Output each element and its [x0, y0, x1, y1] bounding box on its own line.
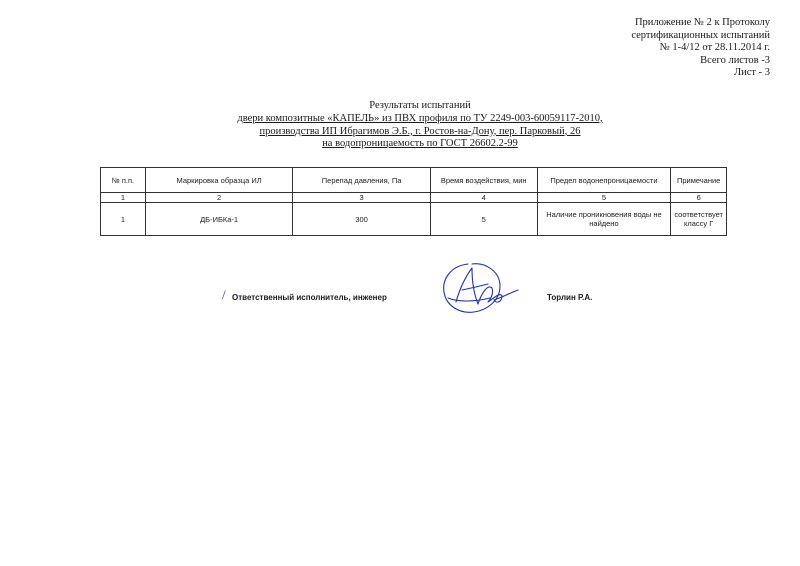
table-index-row	[101, 193, 727, 203]
ink-slash-mark: /	[222, 287, 226, 302]
table-header-cell: № п.п.	[101, 168, 146, 193]
appendix-line-3: № 1-4/12 от 28.11.2014 г.	[659, 42, 770, 53]
column-index: 5	[537, 193, 671, 203]
remark: соответствует классу Г	[671, 203, 727, 236]
title-line-3: производства ИП Ибрагимов Э.Б., г. Ростов-на-Дону, пер. Парковый, 26	[259, 125, 581, 137]
column-index: 3	[293, 193, 431, 203]
signatory-role: Ответственный исполнитель, инженер	[232, 293, 387, 302]
results-table	[100, 167, 727, 236]
column-index: 6	[671, 193, 727, 203]
appendix-line-4: Всего листов -3	[700, 54, 770, 66]
table-header-cell: Маркировка образца ИЛ	[145, 168, 292, 193]
column-index: 4	[430, 193, 537, 203]
pressure-difference: 300	[293, 203, 431, 236]
handwritten-signature	[438, 258, 528, 320]
table-header-cell: Примечание	[671, 168, 727, 193]
watertightness-limit: Наличие проникновения воды не найдено	[537, 203, 671, 236]
appendix-line-5: Лист - 3	[734, 67, 770, 78]
title-line-1: Результаты испытаний	[369, 100, 471, 111]
column-index: 2	[145, 193, 292, 203]
appendix-line-2: сертификационных испытаний	[631, 29, 770, 41]
table-header-cell: Время воздействия, мин	[430, 168, 537, 193]
title-line-2: двери композитные «КАПЕЛЬ» из ПВХ профиля по ТУ 2249-003-60059117-2010,	[237, 112, 603, 124]
title-line-4: на водопроницаемость по ГОСТ 26602.2-99	[322, 138, 518, 150]
column-index: 1	[101, 193, 146, 203]
document-title	[195, 100, 645, 151]
table-header-cell: Предел водонепроницаемости	[537, 168, 671, 193]
sample-marking: ДБ-ИБКа-1	[145, 203, 292, 236]
appendix-header	[570, 17, 770, 80]
table-header-cell: Перепад давления, Па	[293, 168, 431, 193]
signature-line	[222, 287, 642, 321]
table-header-row	[101, 168, 727, 193]
table-row	[101, 203, 727, 236]
exposure-time: 5	[430, 203, 537, 236]
row-number: 1	[101, 203, 146, 236]
appendix-line-1: Приложение № 2 к Протоколу	[634, 17, 770, 28]
signatory-name: Торлин Р.А.	[547, 293, 593, 302]
